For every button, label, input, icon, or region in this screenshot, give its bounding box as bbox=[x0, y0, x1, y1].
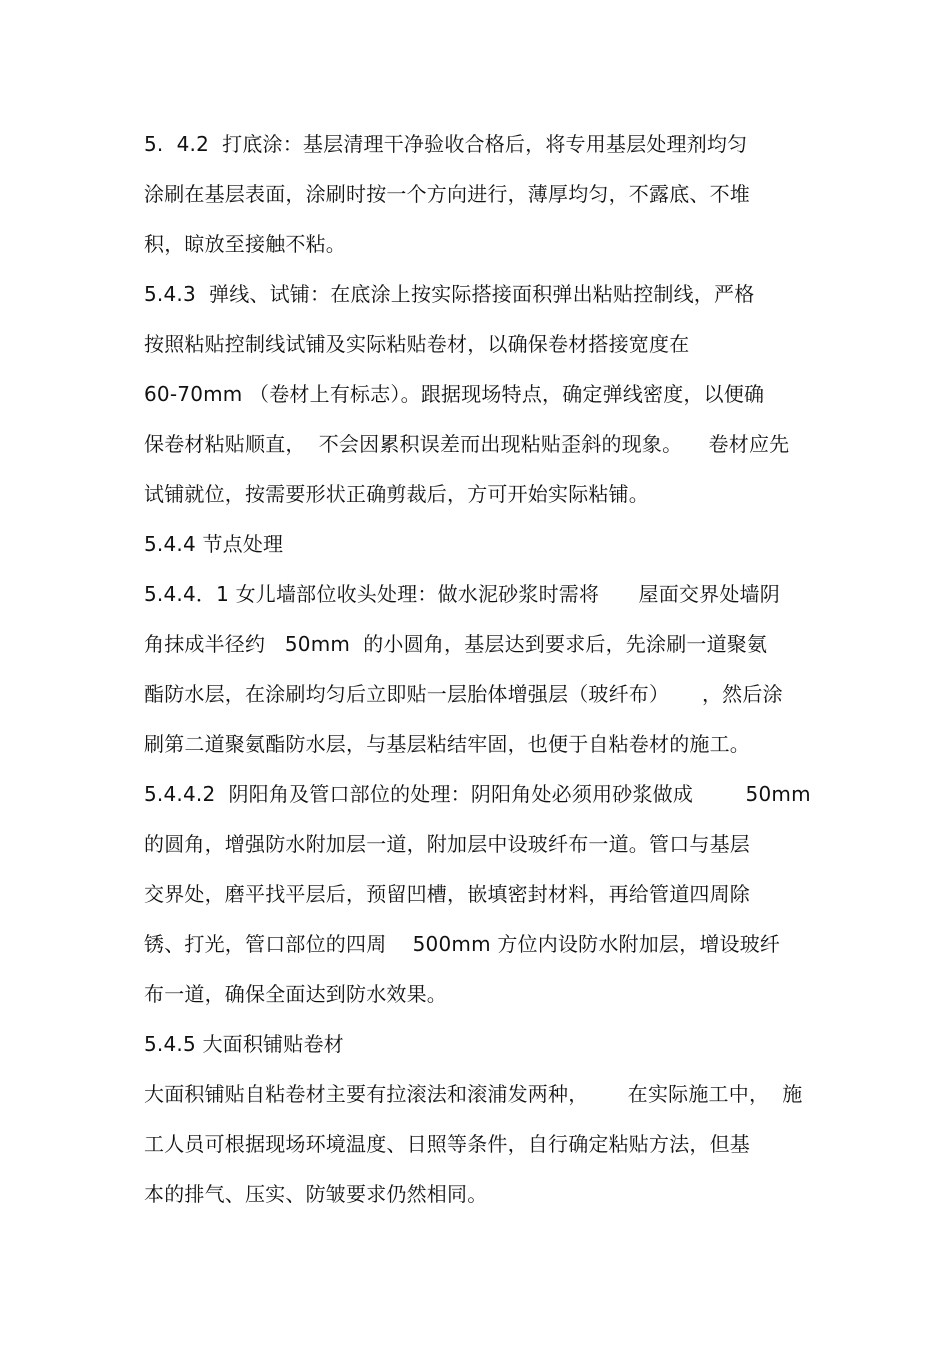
text-line: 布一道，确保全面达到防水效果。 bbox=[144, 982, 447, 1006]
text-line: 积，晾放至接触不粘。 bbox=[144, 232, 346, 256]
text-line: 的圆角，增强防水附加层一道，附加层中设玻纤布一道。管口与基层 bbox=[144, 832, 750, 856]
text-line: 大面积铺贴自粘卷材主要有拉滚法和滚浦发两种， 在实际施工中， 施 bbox=[144, 1082, 803, 1106]
section-heading-5-4-3: 5.4.3 弹线、试铺：在底涂上按实际搭接面积弹出粘贴控制线，严格 bbox=[144, 282, 755, 306]
text-line: 试铺就位，按需要形状正确剪裁后，方可开始实际粘铺。 bbox=[144, 482, 649, 506]
text-line: 涂刷在基层表面，涂刷时按一个方向进行，薄厚均匀，不露底、不堆 bbox=[144, 182, 750, 206]
text-line: 60-70mm （卷材上有标志）。跟据现场特点，确定弹线密度，以便确 bbox=[144, 382, 765, 406]
text-line: 按照粘贴控制线试铺及实际粘贴卷材，以确保卷材搭接宽度在 bbox=[144, 332, 690, 356]
text-line: 本的排气、压实、防皱要求仍然相同。 bbox=[144, 1182, 488, 1206]
text-line: 5. 4.2 打底涂：基层清理干净验收合格后，将专用基层处理剂均匀 bbox=[144, 132, 748, 156]
text-line: 保卷材粘贴顺直， 不会因累积误差而出现粘贴歪斜的现象。 卷材应先 bbox=[144, 432, 790, 456]
text-line: 角抹成半径约 50mm 的小圆角，基层达到要求后，先涂刷一道聚氨 bbox=[144, 632, 768, 656]
section-heading-5-4-4-2: 5.4.4.2 阴阳角及管口部位的处理：阴阳角处必须用砂浆做成 50mm bbox=[144, 782, 811, 806]
text-line: 工人员可根据现场环境温度、日照等条件，自行确定粘贴方法，但基 bbox=[144, 1132, 750, 1156]
section-heading-5-4-4: 5.4.4 节点处理 bbox=[144, 532, 284, 556]
section-heading-5-4-5: 5.4.5 大面积铺贴卷材 bbox=[144, 1032, 344, 1056]
text-line: 酯防水层，在涂刷均匀后立即贴一层胎体增强层（玻纤布） ，然后涂 bbox=[144, 682, 783, 706]
text-line: 锈、打光，管口部位的四周 500mm 方位内设防水附加层，增设玻纤 bbox=[144, 932, 781, 956]
text-line: 刷第二道聚氨酯防水层，与基层粘结牢固，也便于自粘卷材的施工。 bbox=[144, 732, 750, 756]
section-heading-5-4-4-1: 5.4.4．1 女儿墙部位收头处理：做水泥砂浆时需将 屋面交界处墙阴 bbox=[144, 582, 780, 606]
text-line: 交界处，磨平找平层后，预留凹槽，嵌填密封材料，再给管道四周除 bbox=[144, 882, 750, 906]
